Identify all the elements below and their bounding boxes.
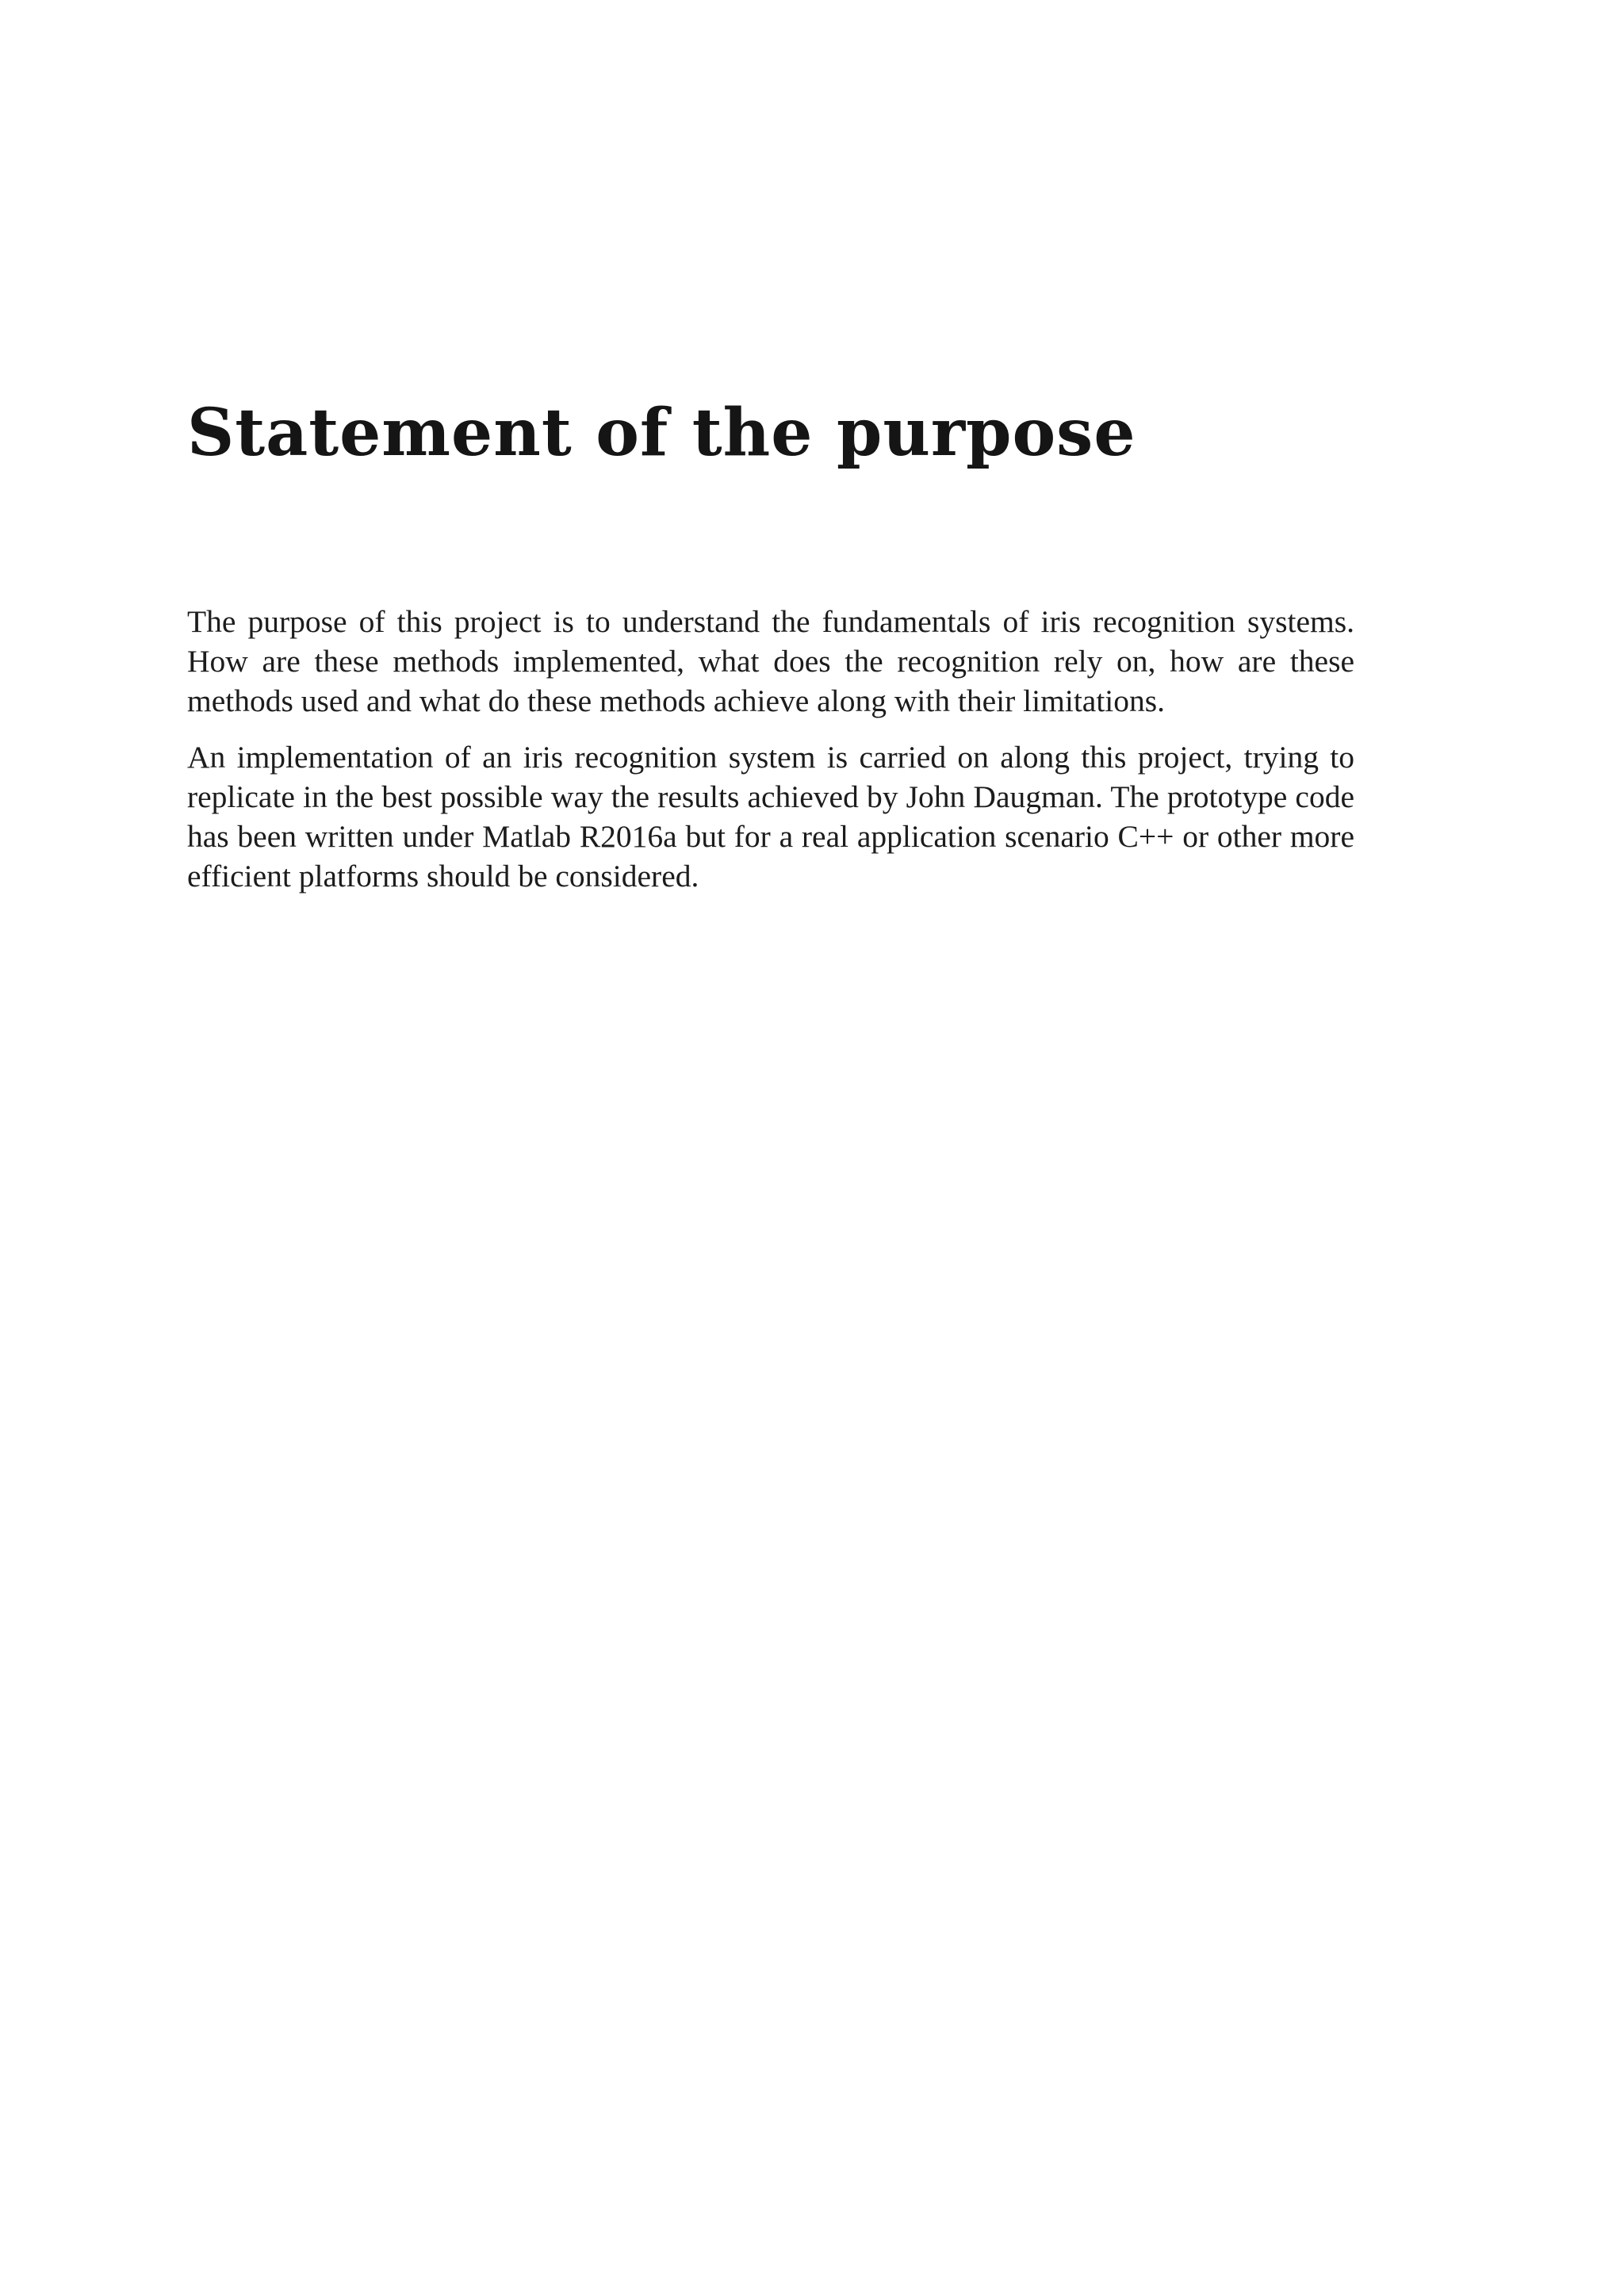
paragraph-purpose: The purpose of this project is to understand the fundamentals of iris recognition systems. How are these methods implemented, what does the recognition rely on, how are these methods used and what do these methods achieve along with their limitations. — [187, 604, 1354, 718]
body-text — [187, 602, 1354, 913]
paragraph-implementation: An implementation of an iris recognition system is carried on along this project, trying to replicate in the best possible way the results achieved by John Daugman. The prototype code has been written under Matlab R2016a but for a real application scenario C++ or other more efficient platforms should be considered. — [187, 740, 1354, 894]
chapter-title: Statement of the purpose — [187, 395, 1136, 471]
